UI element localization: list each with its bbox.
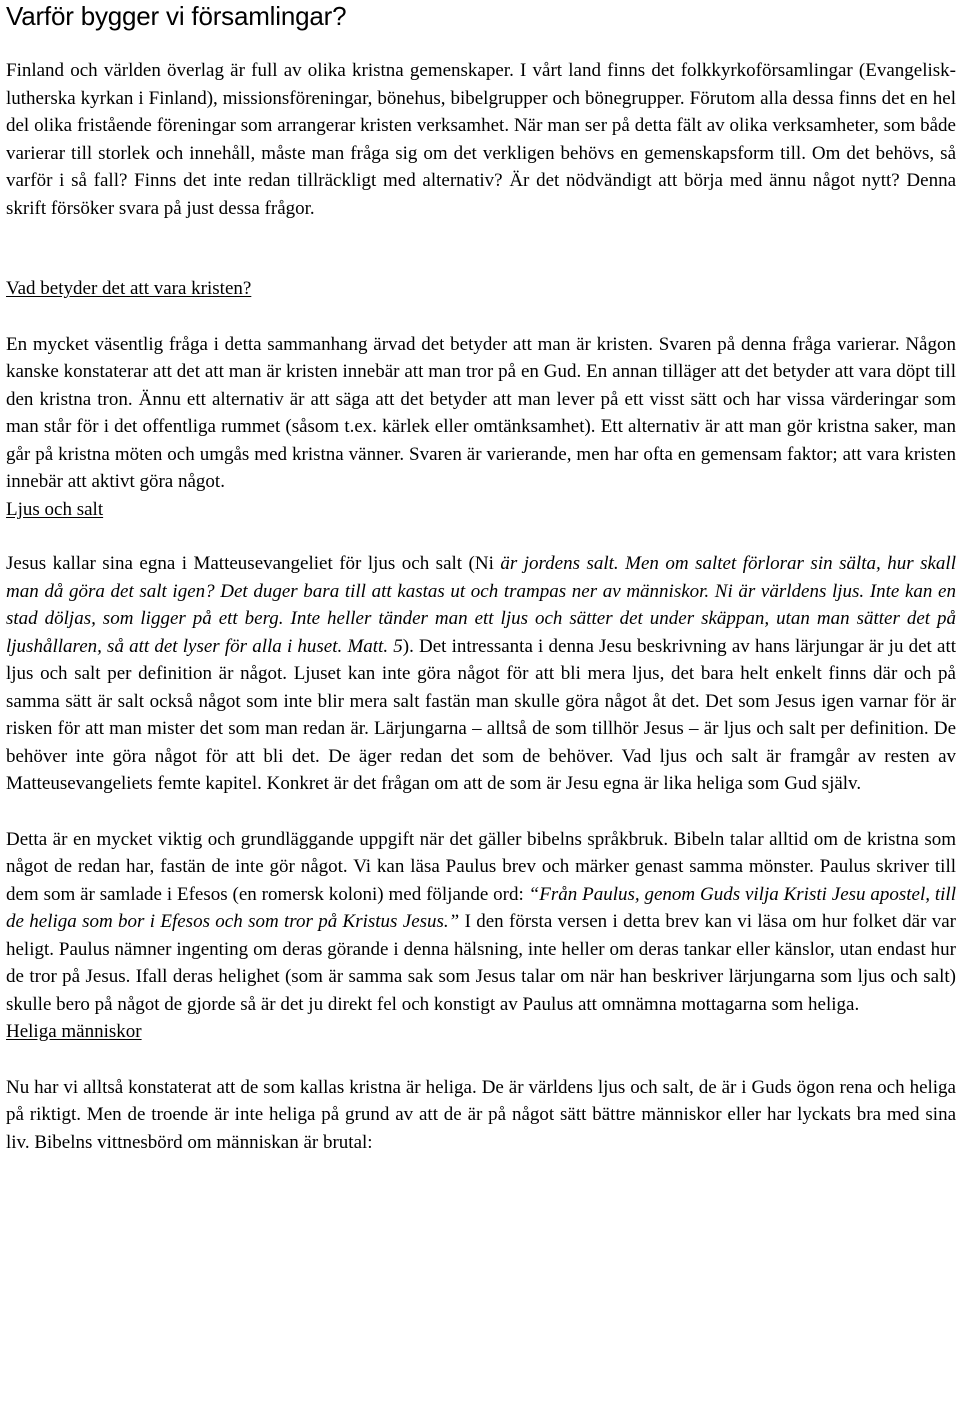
section-heading-heliga-manniskor: Heliga människor: [6, 1021, 142, 1042]
section2-paragraph-2: [6, 826, 956, 1019]
section3-paragraph: Nu har vi alltså konstaterat att de som kallas kristna är heliga. De är världens ljus och salt, de är i Guds ögon rena och heliga på riktigt. Men de troende är inte heliga på grund av att de är på något sätt bättre människor eller har lyckats bra med sina liv. Bibelns vittnesbörd om människan är brutal:: [6, 1076, 956, 1153]
paragraph-text: Detta är en mycket viktig och grundläggande uppgift när det gäller bibelns språkbruk. Bibeln talar alltid om de kristna som något de redan har, fastän de inte gör något. Vi kan läsa Paulus brev och märker genast samma mönster. Paulus skriver till dem som är samlade i Efesos (en romersk koloni) med följande ord:: [6, 828, 956, 905]
intro-paragraph: Finland och världen överlag är full av olika kristna gemenskaper. I vårt land finns det folkkyrkoförsamlingar (Evangelisk-lutherska kyrkan i Finland), missionsföreningar, bönehus, bibelgrupper och bönegrupper. Förutom alla dessa finns det en hel del olika fristående föreningar som arrangerar kristen verksamhet. När man ser på detta fält av olika verksamheter, som både varierar till storlek och innehåll, måste man fråga sig om det verkligen behövs en gemenskapsform till. Om det behövs, så varför i så fall? Finns det inte redan tillräckligt med alternativ? Är det nödvändigt att börja med ännu något nytt? Denna skrift försöker svara på just dessa frågor.: [6, 60, 956, 219]
section2-paragraph-1: [6, 550, 956, 798]
section1-paragraph: En mycket väsentlig fråga i detta sammanhang ärvad det betyder att man är kristen. Svaren på denna fråga varierar. Någon kanske konstaterar att det att man är kristen innebär att man tror på en Gud. En annan tilläger att det betyder att vara döpt till den kristna tron. Ännu ett alternativ är att säga att det betyder att man lever på ett visst sätt och har vissa värderingar som man står för i det offentliga rummet (såsom t.ex. kärlek eller omtänksamhet). Ett alternativ är att man gör kristna saker, man går på kristna möten och umgås med kristna vänner. Svaren är varierande, men har ofta en gemensam faktor; att vara kristen innebär att aktivt göra något.: [6, 333, 956, 492]
paragraph-text: ). Det intressanta i denna Jesu beskrivning av hans lärjungar är ju det att ljus och salt per definition är något. Ljuset kan inte göra något för att bli mera ljus, det bara helt enkelt finns där och på samma sätt är salt också något som inte blir mera salt fastän man skulle göra något åt det. Det som Jesus igen varnar för är risken för att man mister det som man redan är. Lärjungarna – alltså de som tillhör Jesus – är ljus och salt per definition. De behöver inte göra något för att bli det. De äger redan det som de behöver. Vad ljus och salt är framgår av resten av Matteusevangeliets femte kapitel. Konkret är det frågan om att de som är Jesu egna är lika heliga som Gud själv.: [6, 635, 956, 794]
section-heading-vad-betyder: Vad betyder det att vara kristen?: [6, 278, 252, 299]
section-heading-ljus-och-salt: Ljus och salt: [6, 498, 104, 520]
document-page: [6, 0, 956, 1156]
paragraph-text: I den första versen i detta brev kan vi läsa om hur folket där var heligt. Paulus nämner ingenting om deras görande i denna hälsning, inte heller om deras tankar eller känslor, utan endast hur de tror på Jesus. Ifall deras helighet (som är samma sak som Jesus talar om när han beskriver lärjungarna som ljus och salt) skulle bero på något de gjorde så är det ju direkt fel och konstigt av Paulus att omnämna mottagarna som heliga.: [6, 911, 956, 1015]
page-title: Varför bygger vi församlingar?: [6, 1, 347, 31]
bible-quote: är jordens salt. Men om saltet förlorar sin sälta, hur skall man då göra det salt igen? Det duger bara till att kastas ut och trampas ner av människor. Ni är världens ljus. Inte kan en stad döljas, som ligger på ett berg. Inte heller tänder man ett ljus och sätter det under skäppan, utan man sätter det på ljushållaren, så att det lyser för alla i huset. Matt. 5: [6, 553, 956, 657]
bible-quote: “Från Paulus, genom Guds vilja Kristi Jesu apostel, till de heliga som bor i Efesos och som tror på Kristus Jesus.”: [6, 883, 956, 932]
paragraph-text: Jesus kallar sina egna i Matteusevangeliet för ljus och salt (Ni: [6, 553, 501, 574]
